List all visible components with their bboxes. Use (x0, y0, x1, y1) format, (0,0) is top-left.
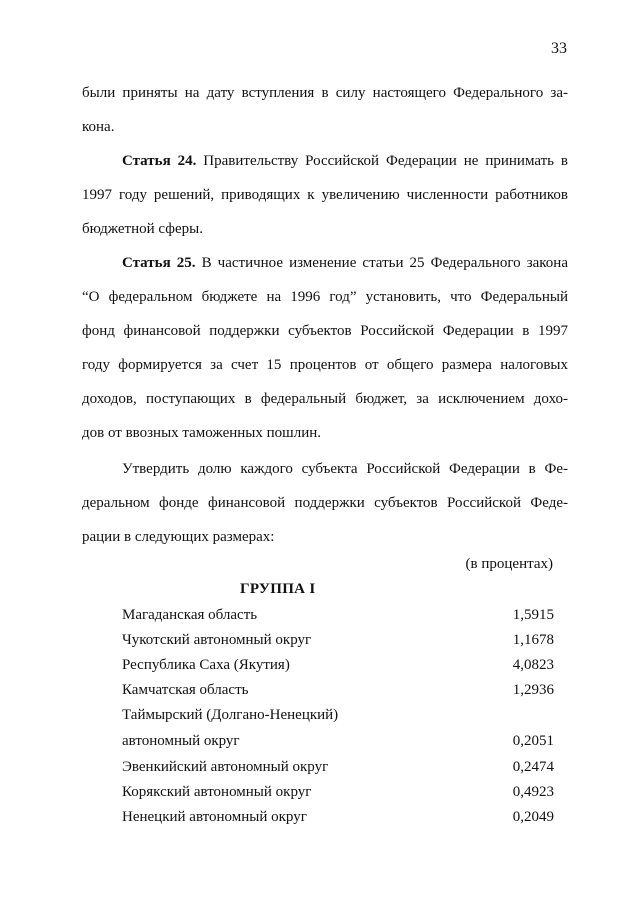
table-row (122, 656, 554, 674)
paragraph-line: году формируется за счет 15 процентов от общего размера налоговых (82, 357, 568, 373)
units-note: (в процентах) (465, 556, 553, 572)
region-name: Республика Саха (Якутия) (122, 657, 290, 673)
paragraph-line: доходов, поступающих в федеральный бюджет, за исключением дохо- (82, 391, 568, 407)
region-name: Таймырский (Долгано-Ненецкий) (122, 707, 339, 723)
region-name: автономный округ (122, 733, 240, 749)
region-name: Чукотский автономный округ (122, 632, 312, 648)
paragraph-line: “О федеральном бюджете на 1996 год” установить, что Федеральный (82, 289, 568, 305)
paragraph-line: деральном фонде финансовой поддержки субъектов Российской Феде- (82, 495, 568, 511)
paragraph-line: бюджетной сферы. (82, 221, 203, 237)
region-share: 0,2051 (512, 733, 554, 749)
region-name: Эвенкийский автономный округ (122, 759, 329, 775)
paragraph-line: кона. (82, 119, 115, 135)
paragraph-line: дов от ввозных таможенных пошлин. (82, 425, 322, 441)
paragraph-line: 1997 году решений, приводящих к увеличению численности работников (82, 187, 568, 203)
paragraph-line: были приняты на дату вступления в силу настоящего Федерального за- (82, 85, 568, 101)
table-row (122, 758, 554, 776)
region-share: 1,1678 (512, 632, 554, 648)
article-25-text: В частичное изменение статьи 25 Федерального закона (195, 255, 568, 271)
region-share: 1,2936 (512, 682, 554, 698)
region-share: 4,0823 (512, 657, 554, 673)
article-24-text: Правительству Российской Федерации не принимать в (196, 153, 568, 169)
paragraph-line: Утвердить долю каждого субъекта Российской Федерации в Фе- (122, 461, 568, 477)
article-24-label: Статья 24. (122, 153, 197, 169)
region-share: 0,2049 (512, 809, 554, 825)
article-25-line (122, 254, 568, 272)
region-share: 0,4923 (512, 784, 554, 800)
article-25-label: Статья 25. (122, 255, 196, 271)
page-number: 33 (551, 40, 567, 57)
region-name: Корякский автономный округ (122, 784, 312, 800)
group-title: ГРУППА I (240, 581, 316, 597)
region-name: Камчатская область (122, 682, 249, 698)
table-row (122, 606, 554, 624)
table-row (122, 631, 554, 649)
table-row (122, 681, 554, 699)
table-row (122, 808, 554, 826)
region-share: 0,2474 (512, 759, 554, 775)
region-name: Магаданская область (122, 607, 258, 623)
paragraph-line: фонд финансовой поддержки субъектов Российской Федерации в 1997 (82, 323, 568, 339)
table-row (122, 706, 554, 724)
region-name: Ненецкий автономный округ (122, 809, 307, 825)
table-row (122, 732, 554, 750)
paragraph-line: рации в следующих размерах: (82, 529, 275, 545)
region-share: 1,5915 (512, 607, 554, 623)
article-24-line (122, 152, 568, 170)
table-row (122, 783, 554, 801)
